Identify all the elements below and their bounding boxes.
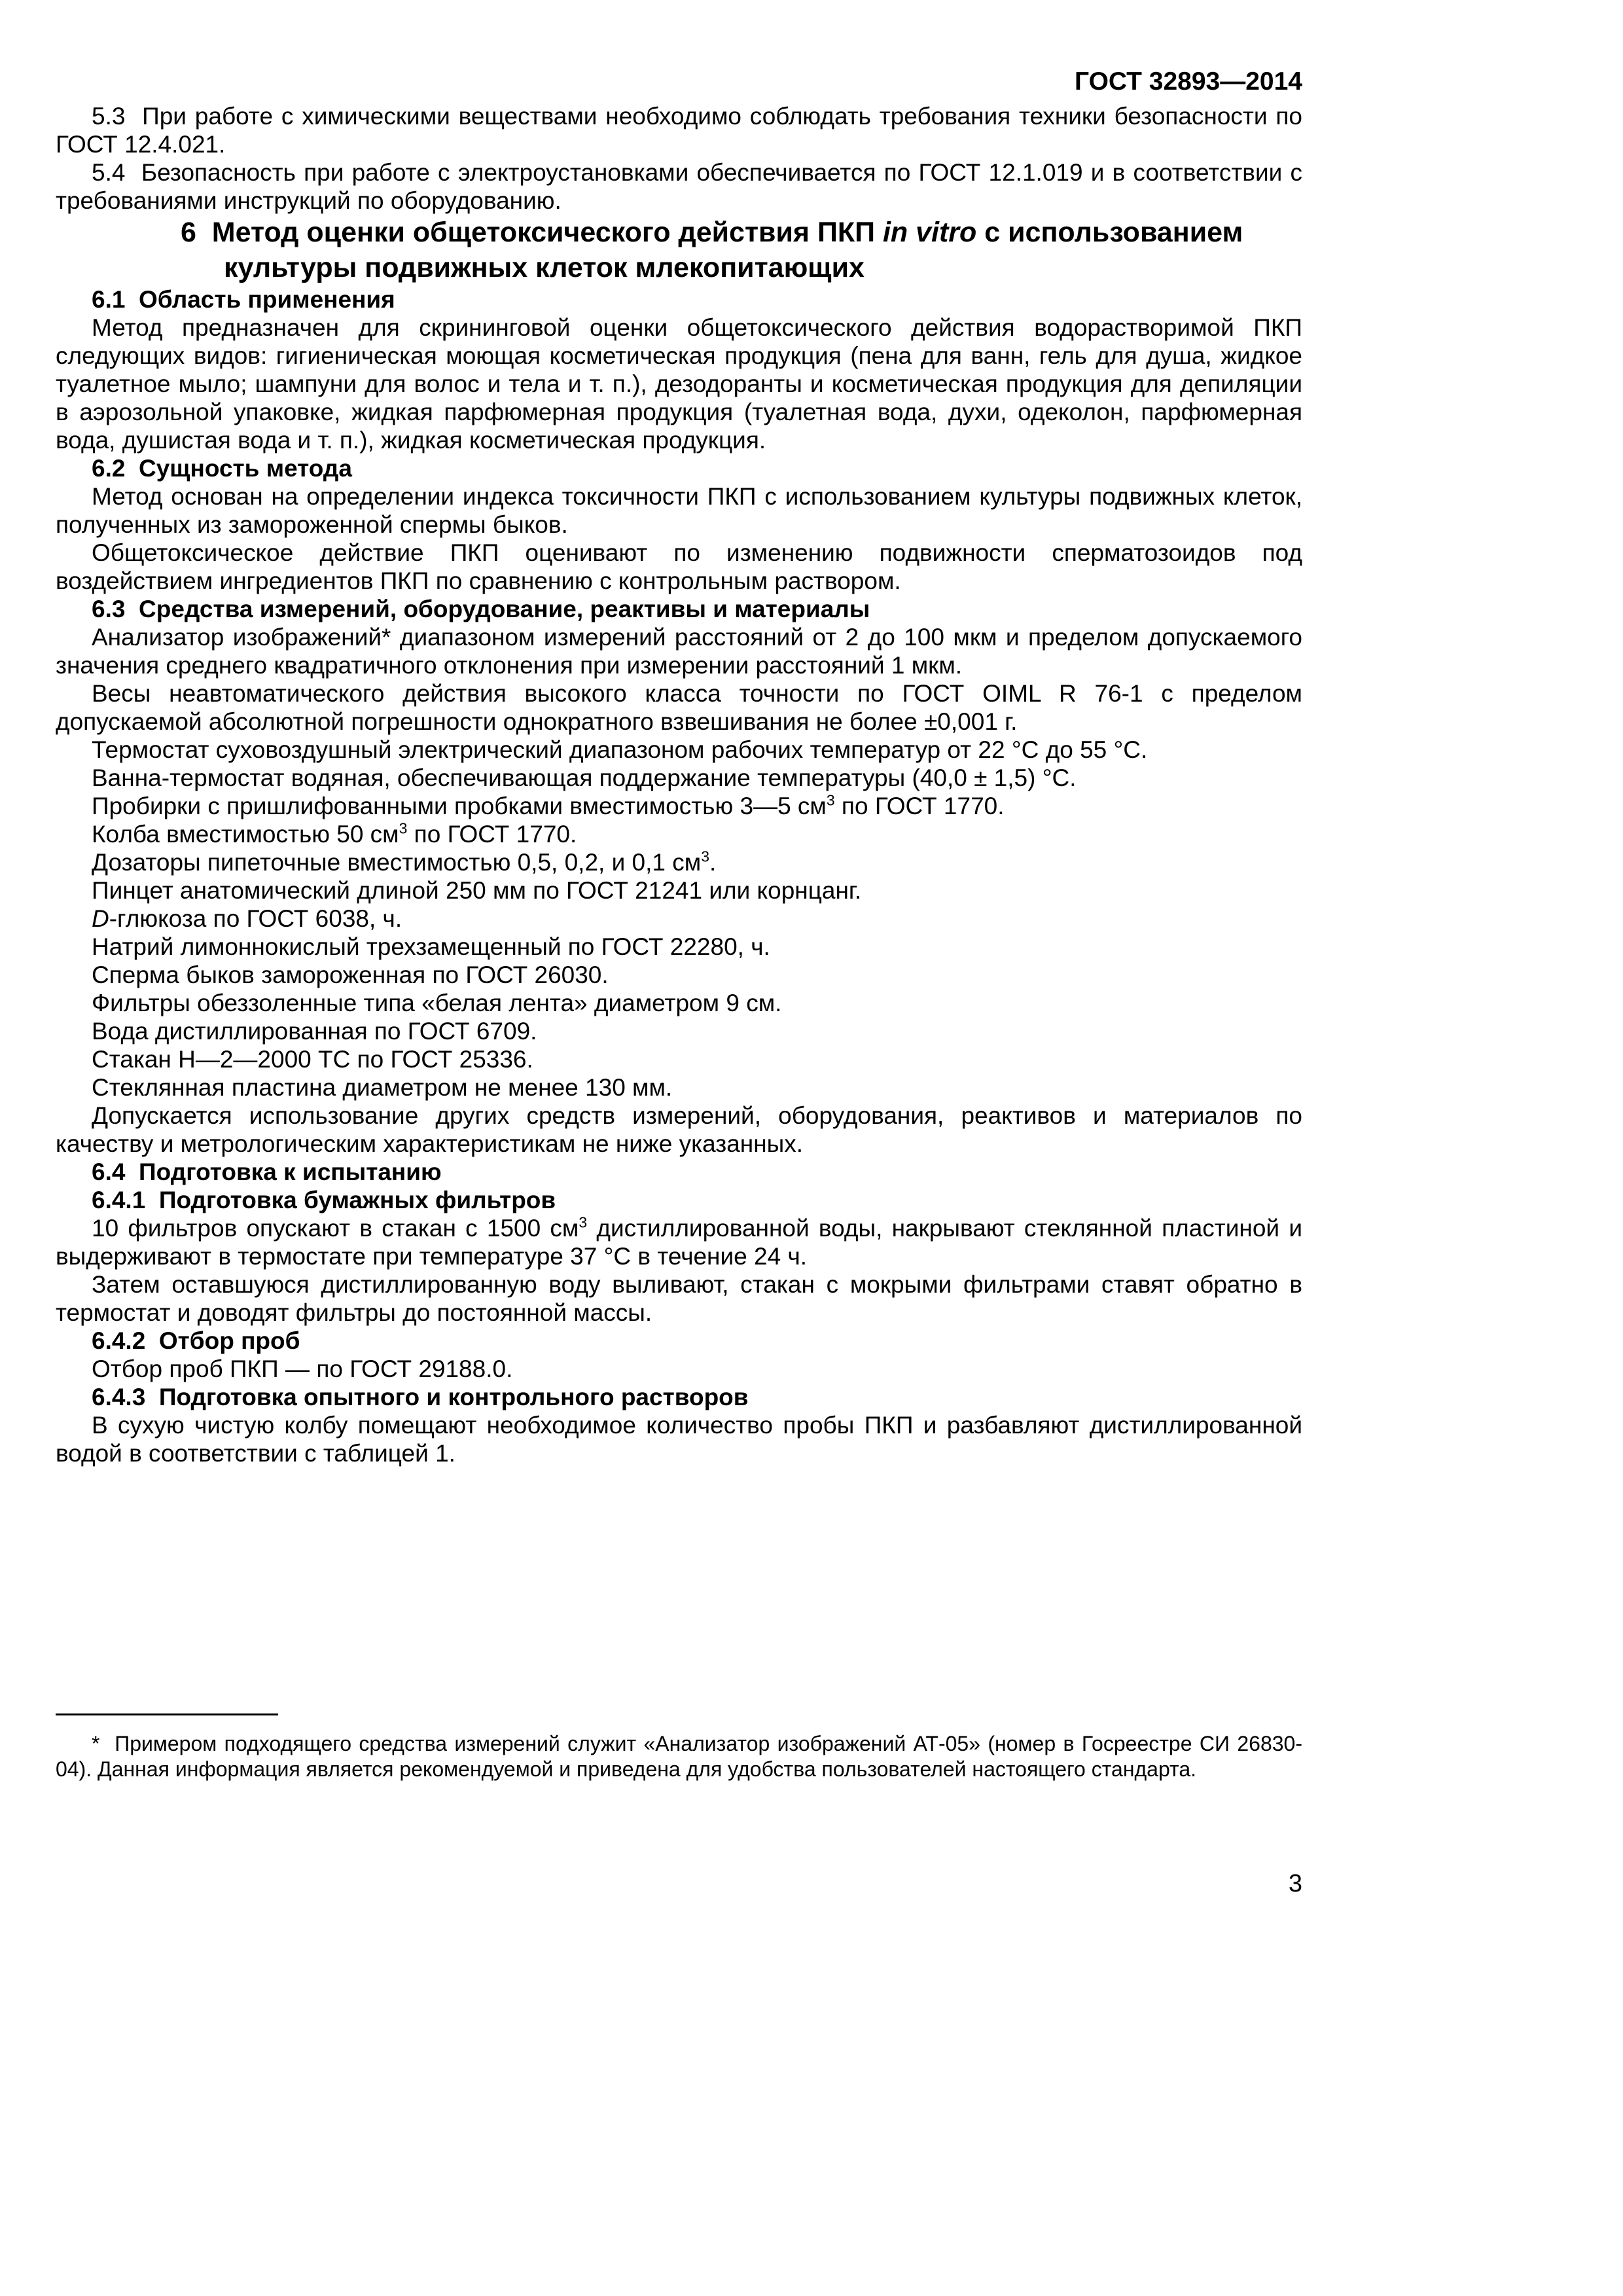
text-run: 10 фильтров опускают в стакан с 1500 см xyxy=(92,1215,579,1242)
paragraph xyxy=(56,1411,1302,1467)
text-run: Отбор проб ПКП — по ГОСТ 29188.0. xyxy=(92,1355,513,1382)
italic-text: D xyxy=(92,905,109,932)
subsection-heading xyxy=(56,454,1302,482)
text-run: Сперма быков замороженная по ГОСТ 26030. xyxy=(92,961,609,988)
subsection-heading xyxy=(56,285,1302,314)
text-run: по ГОСТ 1770. xyxy=(407,821,577,848)
text-run: Дозаторы пипеточные вместимостью 0,5, 0,2, и 0,1 см xyxy=(92,849,702,876)
running-header: ГОСТ 32893—2014 xyxy=(1075,67,1302,96)
text-run: В сухую чистую колбу помещают необходимое количество пробы ПКП и разбавляют дистиллированной водой в соответствии с таблицей 1. xyxy=(56,1412,1302,1467)
text-run: 6 Метод оценки общетоксического действия ПКП xyxy=(181,217,883,248)
superscript: 3 xyxy=(701,848,709,865)
paragraph xyxy=(56,102,1302,158)
text-run: по ГОСТ 1770. xyxy=(834,793,1005,819)
text-run: Допускается использование других средств измерений, оборудования, реактивов и материалов по качеству и метрологическим характеристикам не ниже указанных. xyxy=(56,1102,1302,1157)
text-run: Термостат суховоздушный электрический диапазоном рабочих температур от 22 °С до 55 °С. xyxy=(92,736,1148,763)
document-body xyxy=(56,102,1302,1467)
section-heading xyxy=(56,215,1302,285)
superscript: 3 xyxy=(579,1213,588,1231)
text-run: Фильтры обеззоленные типа «белая лента» диаметром 9 см. xyxy=(92,990,782,1016)
superscript: 3 xyxy=(399,819,408,837)
paragraph xyxy=(56,314,1302,454)
text-run: * Примером подходящего средства измерений служит «Анализатор изображений АТ-05» (номер в Госреестре СИ 26830-04). Данная информация является рекомендуемой и приведена для удобства пользователей настоящего стандарта. xyxy=(56,1732,1302,1781)
paragraph xyxy=(56,539,1302,595)
page-number: 3 xyxy=(1288,1870,1302,1897)
text-run: 6.2 Сущность метода xyxy=(92,455,352,482)
paragraph xyxy=(56,820,1302,848)
text-run: Весы неавтоматического действия высокого класса точности по ГОСТ OIML R 76-1 с пределом допускаемой абсолютной погрешности однократного взвешивания не более ±0,001 г. xyxy=(56,680,1302,735)
paragraph xyxy=(56,1355,1302,1383)
text-run: 6.4.3 Подготовка опытного и контрольного растворов xyxy=(92,1384,749,1410)
paragraph xyxy=(56,848,1302,876)
subsection-heading xyxy=(56,595,1302,623)
text-run: Вода дистиллированная по ГОСТ 6709. xyxy=(92,1018,537,1045)
text-run: . xyxy=(709,849,717,876)
text-run: -глюкоза по ГОСТ 6038, ч. xyxy=(109,905,402,932)
text-run: дистиллированной воды, накрывают стеклянной пластиной и выдерживают в термостате при температуре 37 °С в течение 24 ч. xyxy=(56,1215,1303,1270)
paragraph xyxy=(56,1270,1302,1327)
paragraph xyxy=(56,905,1302,933)
paragraph xyxy=(56,792,1302,820)
text-run: Колба вместимостью 50 см xyxy=(92,821,399,848)
text-run: 6.4.1 Подготовка бумажных фильтров xyxy=(92,1187,556,1213)
paragraph xyxy=(56,933,1302,961)
paragraph xyxy=(56,876,1302,905)
paragraph xyxy=(56,623,1302,679)
footnote-text-container xyxy=(56,1731,1302,1782)
text-run: 6.3 Средства измерений, оборудование, реактивы и материалы xyxy=(92,596,870,622)
footnote-text xyxy=(56,1731,1302,1782)
paragraph xyxy=(56,1214,1302,1270)
text-run: Затем оставшуюся дистиллированную воду выливают, стакан с мокрыми фильтрами ставят обратно в термостат и доводят фильтры до постоянной массы. xyxy=(56,1271,1302,1326)
footnote xyxy=(56,1713,1302,1782)
text-run: Натрий лимоннокислый трехзамещенный по ГОСТ 22280, ч. xyxy=(92,933,770,960)
subsection-heading xyxy=(56,1327,1302,1355)
text-run: Пробирки с пришлифованными пробками вместимостью 3—5 см xyxy=(92,793,827,819)
text-run: Ванна-термостат водяная, обеспечивающая поддержание температуры (40,0 ± 1,5) °С. xyxy=(92,764,1077,791)
paragraph xyxy=(56,1102,1302,1158)
text-run: 5.4 Безопасность при работе с электроустановками обеспечивается по ГОСТ 12.1.019 и в соответствии с требованиями инструкций по оборудованию. xyxy=(56,159,1302,214)
text-run: Стакан Н—2—2000 ТС по ГОСТ 25336. xyxy=(92,1046,533,1073)
text-run: Стеклянная пластина диаметром не менее 130 мм. xyxy=(92,1074,673,1101)
superscript: 3 xyxy=(826,791,835,809)
text-run: Анализатор изображений* диапазоном измерений расстояний от 2 до 100 мкм и пределом допускаемого значения среднего квадратичного отклонения при измерении расстояний 1 мкм. xyxy=(56,624,1302,679)
footnote-divider xyxy=(56,1713,278,1715)
text-run: 6.1 Область применения xyxy=(92,286,395,313)
paragraph xyxy=(56,1017,1302,1045)
paragraph xyxy=(56,961,1302,989)
text-run: с использованием культуры подвижных клеток млекопитающих xyxy=(224,217,1243,283)
text-run: Пинцет анатомический длиной 250 мм по ГОСТ 21241 или корнцанг. xyxy=(92,877,862,904)
text-run: Метод основан на определении индекса токсичности ПКП с использованием культуры подвижных клеток, полученных из замороженной спермы быков. xyxy=(56,483,1302,538)
italic-text: in vitro xyxy=(882,217,977,248)
paragraph xyxy=(56,736,1302,764)
paragraph xyxy=(56,764,1302,792)
text-run: Метод предназначен для скрининговой оценки общетоксического действия водорастворимой ПКП следующих видов: гигиеническая моющая косметическая продукция (пена для ванн, гель для душа, жидкое туалетное мыло; шампуни для волос и тела и т. п.), дезодоранты и косметическая продукция для депиляции в аэрозольной упаковке, жидкая парфюмерная продукция (туалетная вода, духи, одеколон, парфюмерная вода, душистая вода и т. п.), жидкая косметическая продукция. xyxy=(56,314,1302,454)
subsection-heading xyxy=(56,1186,1302,1214)
text-run: 6.4.2 Отбор проб xyxy=(92,1327,300,1354)
paragraph xyxy=(56,158,1302,215)
paragraph xyxy=(56,1073,1302,1102)
paragraph xyxy=(56,679,1302,736)
text-run: 6.4 Подготовка к испытанию xyxy=(92,1158,442,1185)
paragraph xyxy=(56,1045,1302,1073)
paragraph xyxy=(56,482,1302,539)
text-run: 5.3 При работе с химическими веществами необходимо соблюдать требования техники безопасности по ГОСТ 12.4.021. xyxy=(56,103,1302,158)
subsection-heading xyxy=(56,1383,1302,1411)
text-run: Общетоксическое действие ПКП оценивают по изменению подвижности сперматозоидов под воздействием ингредиентов ПКП по сравнению с контрольным раствором. xyxy=(56,539,1302,594)
paragraph xyxy=(56,989,1302,1017)
subsection-heading xyxy=(56,1158,1302,1186)
